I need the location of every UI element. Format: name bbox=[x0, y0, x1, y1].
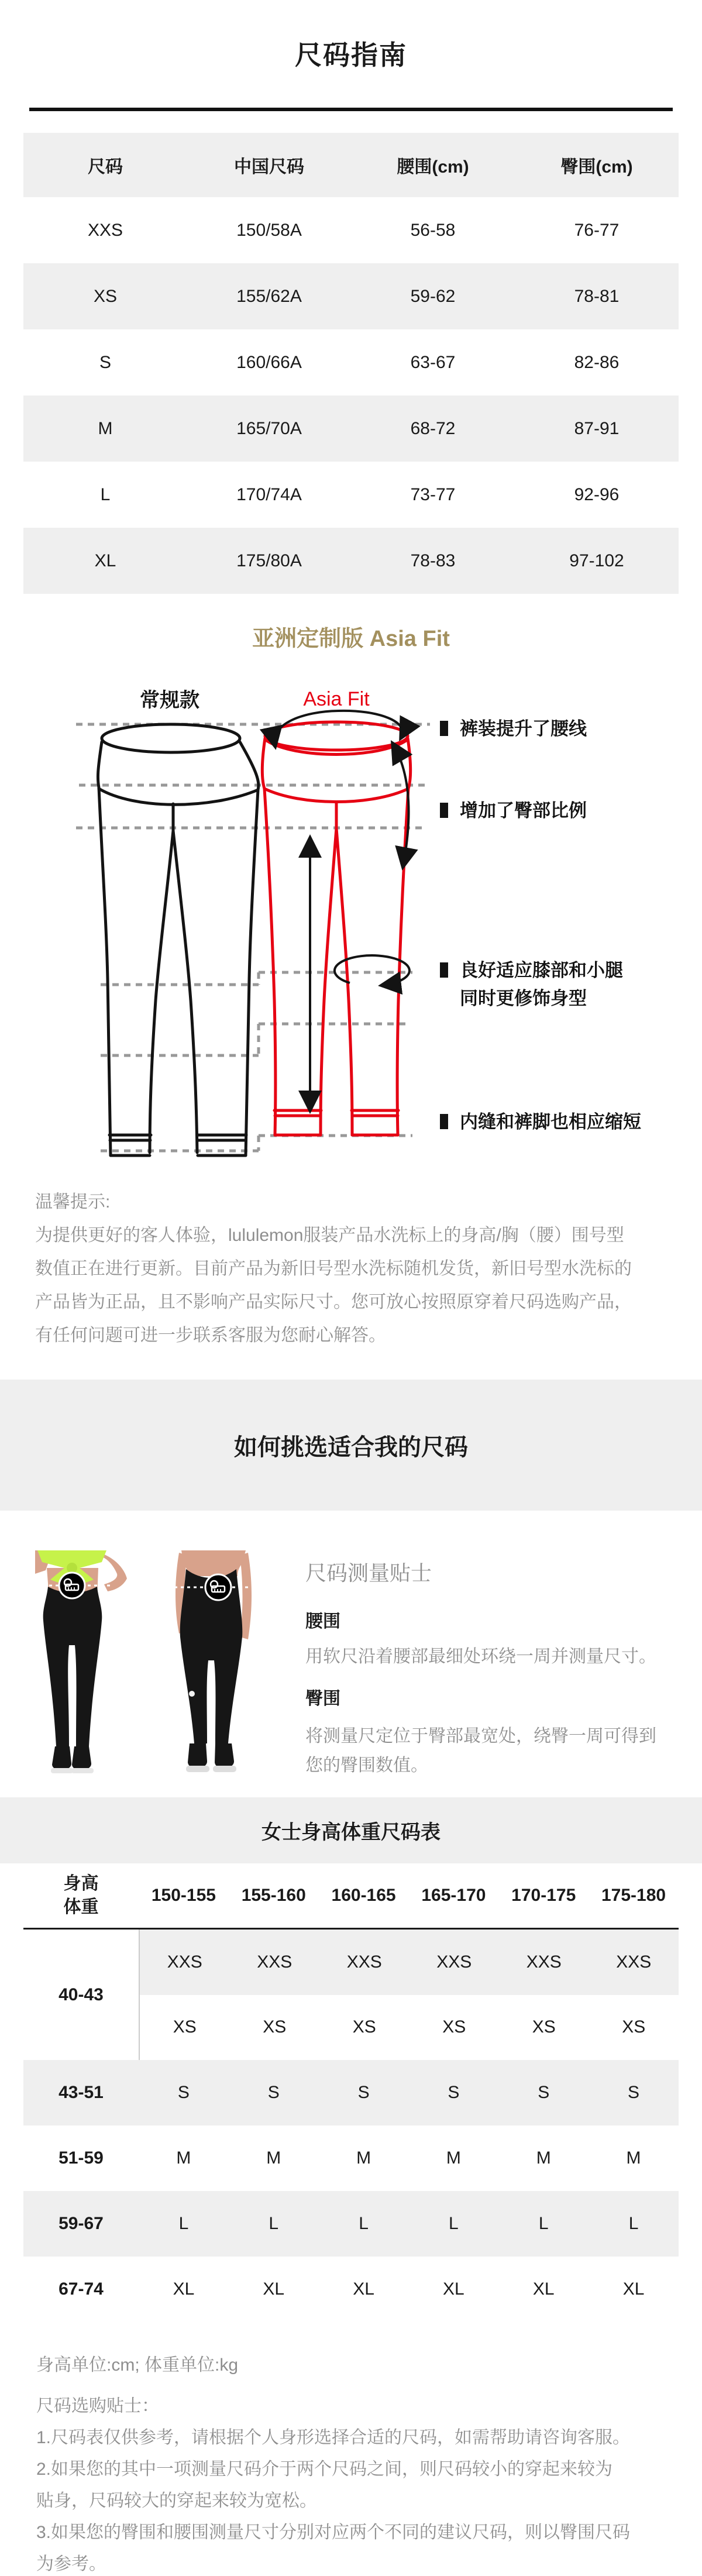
height-col-header: 160-165 bbox=[331, 1886, 396, 1905]
annotation-waistline: 裤装提升了腰线 bbox=[460, 718, 587, 739]
diagram-annotations bbox=[440, 718, 641, 1132]
cell: XXS bbox=[257, 1952, 292, 1972]
hip-instruction-line2: 您的臀围数值。 bbox=[305, 1756, 428, 1775]
notice-line: 数值正在进行更新。目前产品为新旧号型水洗标随机发货，新旧号型水洗标的 bbox=[35, 1259, 632, 1278]
ruler-badge-icon bbox=[59, 1573, 85, 1598]
page-title: 尺码指南 bbox=[295, 40, 407, 70]
cell: L bbox=[449, 2214, 459, 2233]
cell: L bbox=[359, 2214, 369, 2233]
col-header: 中国尺码 bbox=[234, 157, 304, 177]
cell: M bbox=[356, 2148, 371, 2168]
height-col-header: 170-175 bbox=[511, 1886, 576, 1905]
notice-line: 有任何问题可进一步联系客服为您耐心解答。 bbox=[35, 1326, 386, 1345]
size-table-header bbox=[23, 133, 679, 197]
weight-label: 51-59 bbox=[58, 2148, 104, 2168]
hw-table-band bbox=[0, 1797, 702, 1863]
notice-line: 为提供更好的客人体验，lululemon服装产品水洗标上的身高/胸（腰）围号型 bbox=[35, 1226, 624, 1245]
bullet-square-icon bbox=[440, 721, 448, 736]
cell: XXS bbox=[436, 1952, 472, 1972]
table-row bbox=[23, 329, 679, 395]
asia-fit-diagram bbox=[0, 673, 702, 1176]
size-table bbox=[23, 133, 679, 594]
cell: S bbox=[538, 2083, 550, 2102]
height-col-header: 165-170 bbox=[421, 1886, 486, 1905]
hip-label: 臀围 bbox=[305, 1689, 340, 1708]
units-note: 身高单位:cm; 体重单位:kg bbox=[36, 2355, 239, 2375]
hw-row-43-51 bbox=[23, 2060, 679, 2126]
cell: 165/70A bbox=[236, 418, 302, 438]
height-col-header: 175-180 bbox=[601, 1886, 666, 1905]
table-row bbox=[23, 395, 679, 462]
model-back-photo bbox=[174, 1550, 253, 1772]
annotation-inseam: 内缝和裤脚也相应缩短 bbox=[460, 1112, 641, 1132]
cell: S bbox=[357, 2083, 370, 2102]
waist-label: 腰围 bbox=[305, 1612, 340, 1631]
cell: M bbox=[266, 2148, 281, 2168]
model-photos bbox=[35, 1550, 281, 1784]
annotation-knee-line1: 良好适应膝部和小腿 bbox=[460, 960, 623, 981]
corner-height-label: 身高 bbox=[63, 1874, 99, 1893]
hw-row-51-59 bbox=[23, 2126, 679, 2191]
weight-label: 43-51 bbox=[58, 2083, 104, 2102]
cell: XS bbox=[263, 2017, 287, 2037]
notice-line: 产品皆为正品，且不影响产品实际尺寸。您可放心按照原穿着尺码选购产品， bbox=[35, 1292, 632, 1312]
waist-instruction: 用软尺沿着腰部最细处环绕一周并测量尺寸。 bbox=[305, 1647, 656, 1666]
table-row bbox=[23, 263, 679, 329]
title-divider bbox=[29, 108, 673, 111]
height-col-header: 150-155 bbox=[151, 1886, 216, 1905]
table-row bbox=[23, 528, 679, 594]
bullet-square-icon bbox=[440, 1114, 448, 1129]
cell: 59-62 bbox=[410, 286, 456, 306]
cell: XL bbox=[622, 2279, 645, 2299]
col-header: 臀围(cm) bbox=[560, 157, 633, 177]
asia-fit-heading: 亚洲定制版 Asia Fit bbox=[252, 627, 450, 651]
cell: L bbox=[269, 2214, 279, 2233]
annotation-hip: 增加了臀部比例 bbox=[460, 800, 587, 821]
cell: 78-83 bbox=[410, 551, 456, 570]
notice-block bbox=[35, 1185, 679, 1352]
cell: M bbox=[626, 2148, 641, 2168]
regular-fit-label: 常规款 bbox=[140, 689, 199, 711]
cell: 73-77 bbox=[410, 484, 456, 504]
cell: XS bbox=[352, 2017, 376, 2037]
cell: XXS bbox=[87, 220, 123, 240]
cell: 56-58 bbox=[410, 220, 456, 240]
cell: L bbox=[178, 2214, 189, 2233]
cell: M bbox=[536, 2148, 551, 2168]
cell: XL bbox=[353, 2279, 374, 2299]
corner-weight-label: 体重 bbox=[63, 1897, 99, 1917]
purchase-tip-line: 2.如果您的其中一项测量尺码介于两个尺码之间，则尺码较小的穿起来较为 bbox=[36, 2460, 613, 2479]
cell: M bbox=[446, 2148, 461, 2168]
cell: 175/80A bbox=[236, 551, 302, 570]
purchase-tip-line: 1.尺码表仅供参考，请根据个人身形选择合适的尺码，如需帮助请咨询客服。 bbox=[36, 2428, 631, 2447]
cell: S bbox=[448, 2083, 460, 2102]
cell: XS bbox=[622, 2017, 646, 2037]
cell: XL bbox=[443, 2279, 464, 2299]
cell: XL bbox=[532, 2279, 555, 2299]
hw-row-59-67 bbox=[23, 2191, 679, 2257]
hw-table-title: 女士身高体重尺码表 bbox=[261, 1821, 441, 1844]
cell: XL bbox=[94, 551, 116, 570]
annotation-knee-line2: 同时更修饰身型 bbox=[460, 988, 587, 1009]
col-header: 腰围(cm) bbox=[397, 157, 469, 177]
hw-corner bbox=[23, 1863, 139, 1928]
cell: XXS bbox=[616, 1952, 652, 1972]
model-front-photo bbox=[35, 1550, 127, 1773]
cell: L bbox=[628, 2214, 639, 2233]
cell: 170/74A bbox=[236, 484, 302, 504]
brand-logo-dot-icon bbox=[189, 1691, 195, 1697]
col-header: 尺码 bbox=[88, 157, 123, 177]
cell: XXS bbox=[346, 1952, 382, 1972]
purchase-tip-line: 为参考。 bbox=[36, 2554, 106, 2574]
weight-label: 67-74 bbox=[58, 2279, 104, 2299]
cell: S bbox=[628, 2083, 640, 2102]
cell: 82-86 bbox=[574, 352, 620, 372]
hw-header bbox=[23, 1863, 679, 1930]
cell: S bbox=[99, 352, 111, 372]
asia-fit-label: Asia Fit bbox=[303, 688, 370, 710]
cell: XL bbox=[173, 2279, 195, 2299]
hw-row-40-43 bbox=[23, 1930, 679, 2060]
cell: 63-67 bbox=[410, 352, 456, 372]
cell: S bbox=[177, 2083, 190, 2102]
cell: S bbox=[267, 2083, 280, 2102]
cell: 78-81 bbox=[574, 286, 620, 306]
purchase-tip-line: 贴身，尺码较大的穿起来较为宽松。 bbox=[36, 2491, 317, 2510]
bullet-square-icon bbox=[440, 803, 448, 818]
cell: L bbox=[100, 484, 111, 504]
cell: 87-91 bbox=[574, 418, 620, 438]
hw-row-67-74 bbox=[23, 2257, 679, 2322]
reference-dotted-lines bbox=[76, 724, 430, 1151]
cell: 150/58A bbox=[236, 220, 302, 240]
table-row bbox=[23, 462, 679, 528]
cell: XS bbox=[442, 2017, 466, 2037]
cell: 92-96 bbox=[574, 484, 620, 504]
cell: 155/62A bbox=[236, 286, 302, 306]
purchase-tips-block bbox=[36, 2391, 680, 2576]
cell: 68-72 bbox=[410, 418, 456, 438]
purchase-tip-line: 3.如果您的臀围和腰围测量尺寸分别对应两个不同的建议尺码，则以臀围尺码 bbox=[36, 2523, 631, 2542]
cell: XS bbox=[532, 2017, 556, 2037]
section-title: 如何挑选适合我的尺码 bbox=[234, 1434, 468, 1460]
weight-label: 59-67 bbox=[58, 2214, 104, 2233]
hip-instruction-line1: 将测量尺定位于臀部最宽处，绕臀一周可得到 bbox=[305, 1726, 656, 1746]
waist-rotation-arrow bbox=[274, 711, 402, 745]
height-col-header: 155-160 bbox=[241, 1886, 306, 1905]
cell: XXS bbox=[526, 1952, 562, 1972]
cell: 97-102 bbox=[569, 551, 624, 570]
height-weight-table bbox=[23, 1863, 679, 2322]
cell: L bbox=[538, 2214, 549, 2233]
ruler-badge-icon bbox=[205, 1574, 231, 1600]
weight-label: 40-43 bbox=[23, 1930, 140, 2060]
cell: XL bbox=[263, 2279, 285, 2299]
cell: M bbox=[98, 418, 113, 438]
purchase-tips-title: 尺码选购贴士： bbox=[36, 2396, 159, 2416]
cell: M bbox=[176, 2148, 191, 2168]
cell: 76-77 bbox=[574, 220, 620, 240]
cell: XS bbox=[93, 286, 118, 306]
regular-leggings-outline bbox=[98, 724, 258, 1155]
table-row bbox=[23, 197, 679, 263]
cell: 160/66A bbox=[236, 352, 302, 372]
how-to-section-band bbox=[0, 1380, 702, 1511]
measure-tips-title: 尺码测量贴士 bbox=[305, 1561, 432, 1585]
cell: XXS bbox=[167, 1952, 202, 1972]
notice-title: 温馨提示: bbox=[35, 1192, 111, 1212]
bullet-square-icon bbox=[440, 962, 448, 978]
cell: XS bbox=[173, 2017, 197, 2037]
